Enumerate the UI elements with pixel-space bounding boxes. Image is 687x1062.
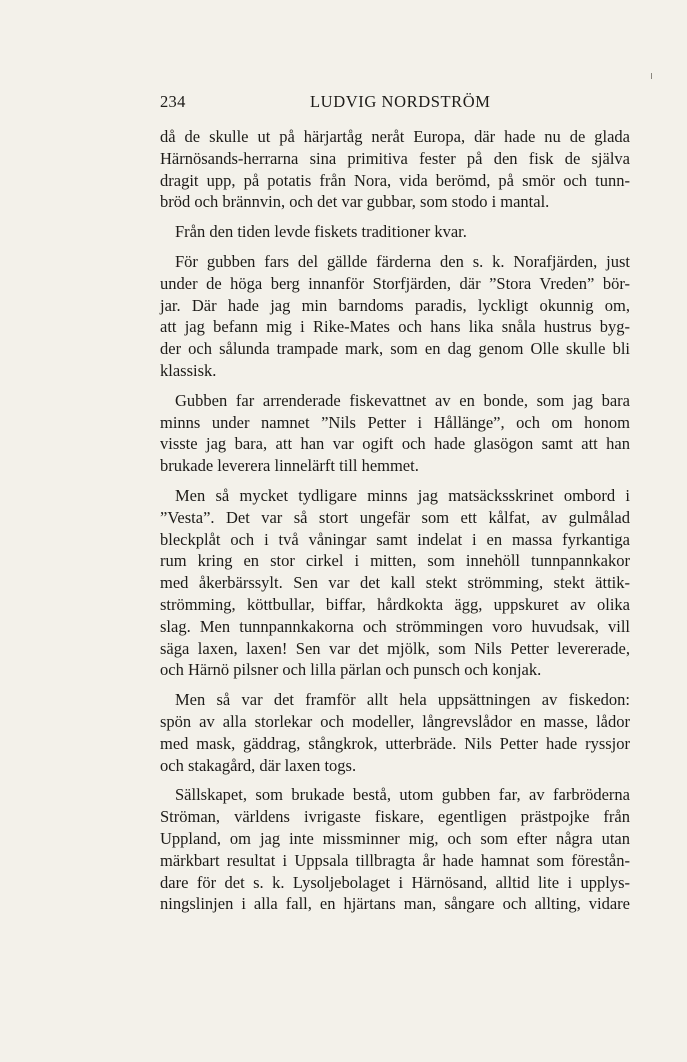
text-line: ”Vesta”. Det var så stort ungefär som ett kålfat, av gulmålad — [160, 507, 630, 527]
running-title: LUDVIG NORDSTRÖM — [310, 92, 491, 111]
text-line: bröd och brännvin, och det var gubbar, som stodo i mantal. — [160, 192, 550, 212]
text-line: jar. Där hade jag min barndoms paradis, lyckligt okunnig om, — [160, 295, 630, 315]
text-line: Ströman, världens ivrigaste fiskare, egentligen prästpojke från — [160, 807, 630, 827]
text-line: bleckplåt och i två våningar samt indelat i en massa fyrkantiga — [160, 529, 630, 549]
text-line: För gubben fars del gällde färderna den s. k. Norafjärden, just — [175, 251, 630, 271]
text-line: att jag befann mig i Rike-Mates och hans lika snåla hustrus byg- — [160, 317, 630, 337]
text-line: minns under namnet ”Nils Petter i Hållänge”, och om honom — [160, 412, 630, 432]
text-line: klassisk. — [160, 360, 217, 380]
text-line: med åkerbärssylt. Sen var det kall stekt strömming, stekt ättik- — [160, 573, 630, 593]
paragraph — [160, 485, 630, 681]
text-line: dare för det s. k. Lysoljebolaget i Härnösand, alltid lite i upplys- — [160, 872, 630, 892]
text-line: rum kring en stor cirkel i mitten, som innehöll tunnpannkakor — [160, 551, 630, 571]
text-line: Från den tiden levde fiskets traditioner kvar. — [175, 222, 467, 242]
text-line: visste jag bara, att han var ogift och hade glasögon samt att han — [160, 434, 630, 454]
text-line: säga laxen, laxen! Sen var det mjölk, som Nils Petter levererade, — [160, 638, 630, 658]
running-head — [160, 92, 630, 116]
text-line: der och sålunda trampade mark, som en dag genom Olle skulle bli — [160, 339, 630, 359]
text-line: Uppland, om jag inte missminner mig, och som efter några utan — [160, 828, 630, 848]
text-line: Gubben far arrenderade fiskevattnet av en bonde, som jag bara — [175, 390, 630, 410]
text-line: märkbart resultat i Uppsala tillbragta år hade hamnat som förestån- — [160, 850, 630, 870]
paragraph — [160, 689, 630, 776]
text-line: ningslinjen i alla fall, en hjärtans man, sångare och allting, vidare — [160, 894, 630, 914]
text-line: Härnösands-herrarna sina primitiva fester på den fisk de själva — [160, 148, 630, 168]
paragraph — [160, 390, 630, 477]
paragraph — [160, 126, 630, 213]
page-speck — [651, 73, 652, 79]
text-line: och Härnö pilsner och lilla pärlan och punsch och konjak. — [160, 660, 542, 680]
paragraph — [160, 784, 630, 915]
paragraph — [160, 251, 630, 382]
body-text — [160, 126, 630, 915]
text-line: under de höga berg innanför Storfjärden, där ”Stora Vreden” bör- — [160, 273, 630, 293]
text-line: spön av alla storlekar och modeller, långrevslådor en masse, lådor — [160, 711, 630, 731]
text-line: Men så var det framför allt hela uppsättningen av fiskedon: — [175, 690, 630, 710]
text-line: med mask, gäddrag, stångkrok, utterbräde. Nils Petter hade ryssjor — [160, 733, 630, 753]
text-line: Men så mycket tydligare minns jag matsäcksskrinet ombord i — [175, 485, 630, 505]
text-line: strömming, köttbullar, biffar, hårdkokta ägg, uppskuret av olika — [160, 594, 630, 614]
page-number: 234 — [160, 92, 186, 111]
text-line: och stakagård, där laxen togs. — [160, 755, 357, 775]
text-line: dragit upp, på potatis från Nora, vida berömd, på smör och tunn- — [160, 170, 630, 190]
text-line: slag. Men tunnpannkakorna och strömmingen voro huvudsak, vill — [160, 616, 630, 636]
paragraph — [160, 221, 630, 243]
text-line: då de skulle ut på härjartåg neråt Europa, där hade nu de glada — [160, 127, 630, 146]
text-line: Sällskapet, som brukade bestå, utom gubben far, av farbröderna — [175, 785, 630, 805]
text-line: brukade leverera linnelärft till hemmet. — [160, 456, 419, 476]
